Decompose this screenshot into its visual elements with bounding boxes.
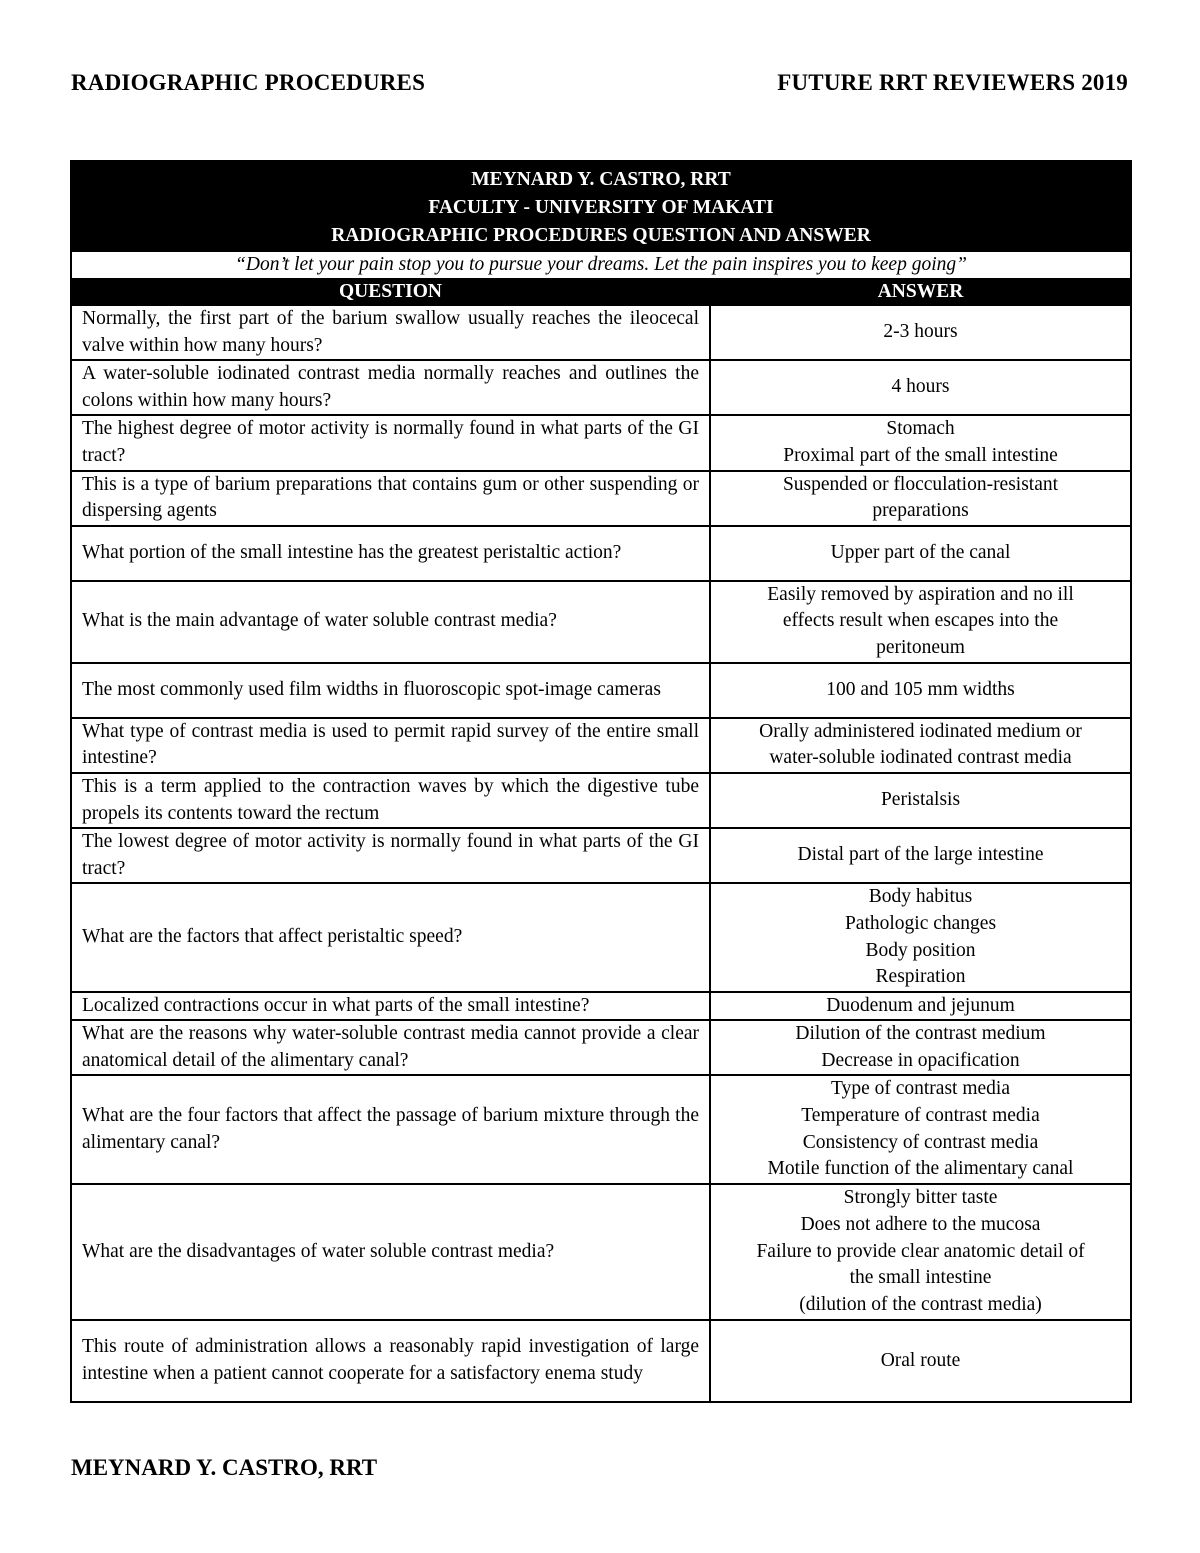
- question-cell: Normally, the first part of the barium swallow usually reaches the ileocecal valve within how many hours?: [71, 305, 710, 360]
- banner-author: MEYNARD Y. CASTRO, RRT: [471, 169, 731, 190]
- answer-line: Body habitus: [868, 886, 973, 908]
- table-row: [71, 415, 1131, 470]
- answer-line: Strongly bitter taste: [843, 1187, 998, 1209]
- question-cell: The highest degree of motor activity is normally found in what parts of the GI tract?: [71, 415, 710, 470]
- table-row: [71, 1020, 1131, 1075]
- answer-line: 2-3 hours: [883, 321, 958, 343]
- answer-cell: [710, 773, 1131, 828]
- table-row: [71, 1184, 1131, 1320]
- answer-line: Oral route: [880, 1349, 961, 1371]
- answer-cell: [710, 581, 1131, 663]
- answer-line: Upper part of the canal: [830, 541, 1011, 563]
- answer-line: Suspended or flocculation-resistant: [782, 473, 1059, 495]
- question-cell: This is a term applied to the contraction waves by which the digestive tube propels its contents toward the rectum: [71, 773, 710, 828]
- answer-cell: [710, 1184, 1131, 1320]
- answer-line: the small intestine: [849, 1267, 992, 1289]
- answer-line: preparations: [872, 500, 969, 522]
- header-title-left: RADIOGRAPHIC PROCEDURES: [71, 70, 426, 95]
- answer-cell: [710, 471, 1131, 526]
- answer-line: Orally administered iodinated medium or: [759, 720, 1082, 742]
- answer-cell: [710, 305, 1131, 360]
- question-cell: What are the disadvantages of water soluble contrast media?: [71, 1184, 710, 1320]
- table-row: [71, 718, 1131, 773]
- question-cell: Localized contractions occur in what parts of the small intestine?: [71, 992, 710, 1021]
- table-row: [71, 1320, 1131, 1402]
- answer-line: Motile function of the alimentary canal: [767, 1158, 1074, 1180]
- answer-line: Pathologic changes: [844, 912, 997, 934]
- table-row: [71, 883, 1131, 991]
- answer-cell: [710, 663, 1131, 718]
- answer-line: water-soluble iodinated contrast media: [769, 747, 1072, 769]
- table-row: [71, 471, 1131, 526]
- answer-cell: [710, 883, 1131, 991]
- answer-line: Easily removed by aspiration and no ill: [767, 583, 1074, 605]
- answer-line: Stomach: [886, 418, 955, 440]
- answer-line: Distal part of the large intestine: [797, 844, 1044, 866]
- answer-line: Body position: [865, 939, 976, 961]
- banner-affiliation: FACULTY - UNIVERSITY OF MAKATI: [428, 197, 774, 218]
- answer-cell: [710, 360, 1131, 415]
- motivational-quote: “Don’t let your pain stop you to pursue your dreams. Let the pain inspires you to keep going”: [71, 251, 1131, 279]
- answer-cell: [710, 1320, 1131, 1402]
- table-row: [71, 1075, 1131, 1183]
- answer-line: Temperature of contrast media: [801, 1105, 1040, 1127]
- answer-cell: [710, 992, 1131, 1021]
- qa-table-body: [71, 305, 1131, 1402]
- question-cell: The lowest degree of motor activity is normally found in what parts of the GI tract?: [71, 828, 710, 883]
- answer-line: Consistency of contrast media: [802, 1131, 1039, 1153]
- question-cell: This route of administration allows a reasonably rapid investigation of large intestine when a patient cannot cooperate for a satisfactory enema study: [71, 1320, 710, 1402]
- answer-line: Peristalsis: [880, 789, 961, 811]
- answer-line: Duodenum and jejunum: [826, 994, 1015, 1016]
- question-cell: What is the main advantage of water soluble contrast media?: [71, 581, 710, 663]
- question-cell: A water-soluble iodinated contrast media normally reaches and outlines the colons within how many hours?: [71, 360, 710, 415]
- answer-cell: [710, 718, 1131, 773]
- table-row: [71, 581, 1131, 663]
- column-header-answer: ANSWER: [710, 279, 1131, 305]
- answer-line: Dilution of the contrast medium: [795, 1023, 1046, 1045]
- qa-table: [70, 160, 1132, 1403]
- question-cell: What are the four factors that affect the passage of barium mixture through the alimentary canal?: [71, 1075, 710, 1183]
- answer-line: peritoneum: [876, 637, 965, 659]
- table-row: [71, 526, 1131, 581]
- answer-line: Respiration: [875, 966, 966, 988]
- answer-line: (dilution of the contrast media): [799, 1293, 1042, 1315]
- table-row: [71, 360, 1131, 415]
- answer-line: Failure to provide clear anatomic detail of: [756, 1240, 1085, 1262]
- table-row: [71, 992, 1131, 1021]
- question-cell: What portion of the small intestine has the greatest peristaltic action?: [71, 526, 710, 581]
- question-cell: What are the factors that affect peristaltic speed?: [71, 883, 710, 991]
- table-row: [71, 828, 1131, 883]
- answer-line: Does not adhere to the mucosa: [800, 1213, 1041, 1235]
- question-cell: What are the reasons why water-soluble contrast media cannot provide a clear anatomical detail of the alimentary canal?: [71, 1020, 710, 1075]
- answer-cell: [710, 828, 1131, 883]
- column-header-question: QUESTION: [71, 279, 710, 305]
- header-title-right: FUTURE RRT REVIEWERS 2019: [777, 70, 1128, 95]
- table-row: [71, 663, 1131, 718]
- table-row: [71, 305, 1131, 360]
- banner-subject: RADIOGRAPHIC PROCEDURES QUESTION AND ANSWER: [331, 225, 871, 246]
- question-cell: What type of contrast media is used to permit rapid survey of the entire small intestine?: [71, 718, 710, 773]
- answer-line: Decrease in opacification: [821, 1049, 1020, 1071]
- answer-cell: [710, 1020, 1131, 1075]
- table-banner: [71, 161, 1131, 251]
- answer-cell: [710, 526, 1131, 581]
- answer-cell: [710, 1075, 1131, 1183]
- question-cell: The most commonly used film widths in fluoroscopic spot-image cameras: [71, 663, 710, 718]
- answer-line: effects result when escapes into the: [782, 610, 1059, 632]
- footer-author: MEYNARD Y. CASTRO, RRT: [71, 1455, 378, 1480]
- question-cell: This is a type of barium preparations that contains gum or other suspending or dispersing agents: [71, 471, 710, 526]
- table-row: [71, 773, 1131, 828]
- answer-line: Proximal part of the small intestine: [783, 444, 1058, 466]
- answer-line: 100 and 105 mm widths: [826, 678, 1015, 700]
- answer-cell: [710, 415, 1131, 470]
- answer-line: 4 hours: [891, 376, 950, 398]
- answer-line: Type of contrast media: [831, 1078, 1010, 1100]
